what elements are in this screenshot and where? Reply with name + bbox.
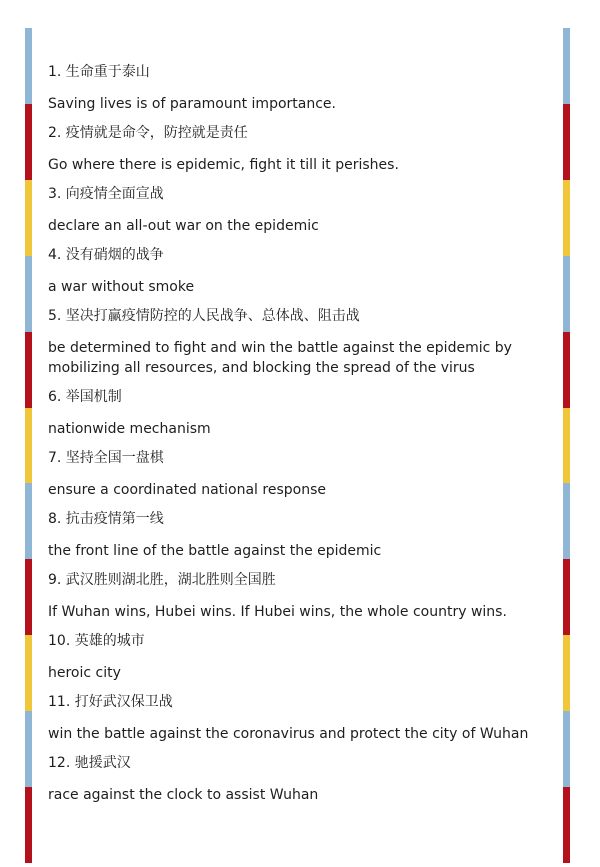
phrase-entry <box>48 62 548 114</box>
english-translation: declare an all-out war on the epidemic <box>48 218 319 234</box>
stripe-segment <box>563 332 570 408</box>
phrase-entry <box>48 631 548 683</box>
phrase-entry <box>48 570 548 622</box>
stripe-segment <box>563 104 570 180</box>
stripe-segment <box>563 180 570 256</box>
stripe-segment <box>563 787 570 863</box>
stripe-segment <box>563 408 570 484</box>
stripe-segment <box>25 256 32 332</box>
stripe-segment <box>563 711 570 787</box>
english-translation: be determined to fight and win the battle against the epidemic by mobilizing all resources, and blocking the spread of the virus <box>48 340 512 376</box>
english-translation: If Wuhan wins, Hubei wins. If Hubei wins, the whole country wins. <box>48 604 507 620</box>
chinese-phrase: 11. 打好武汉保卫战 <box>48 694 173 710</box>
stripe-segment <box>25 332 32 408</box>
stripe-segment <box>25 559 32 635</box>
phrase-entry <box>48 245 548 297</box>
phrase-entry <box>48 509 548 561</box>
stripe-segment <box>25 787 32 863</box>
phrase-list <box>48 62 548 814</box>
english-translation: ensure a coordinated national response <box>48 482 326 498</box>
stripe-segment <box>25 104 32 180</box>
stripe-segment <box>25 483 32 559</box>
chinese-phrase: 7. 坚持全国一盘棋 <box>48 450 164 466</box>
chinese-phrase: 12. 驰援武汉 <box>48 755 131 771</box>
stripe-segment <box>563 635 570 711</box>
right-color-stripe <box>563 28 570 863</box>
stripe-segment <box>25 408 32 484</box>
stripe-segment <box>563 256 570 332</box>
stripe-segment <box>563 559 570 635</box>
english-translation: Saving lives is of paramount importance. <box>48 96 336 112</box>
english-translation: win the battle against the coronavirus and protect the city of Wuhan <box>48 726 529 742</box>
phrase-entry <box>48 184 548 236</box>
stripe-segment <box>25 711 32 787</box>
phrase-entry <box>48 306 548 378</box>
phrase-entry <box>48 753 548 805</box>
stripe-segment <box>25 180 32 256</box>
chinese-phrase: 4. 没有硝烟的战争 <box>48 247 164 263</box>
chinese-phrase: 6. 举国机制 <box>48 389 122 405</box>
left-color-stripe <box>25 28 32 863</box>
stripe-segment <box>25 28 32 104</box>
stripe-segment <box>563 483 570 559</box>
english-translation: the front line of the battle against the epidemic <box>48 543 382 559</box>
english-translation: Go where there is epidemic, fight it till it perishes. <box>48 157 399 173</box>
phrase-entry <box>48 123 548 175</box>
chinese-phrase: 5. 坚决打赢疫情防控的人民战争、总体战、阻击战 <box>48 308 360 324</box>
phrase-entry <box>48 692 548 744</box>
chinese-phrase: 1. 生命重于泰山 <box>48 64 150 80</box>
chinese-phrase: 10. 英雄的城市 <box>48 633 145 649</box>
chinese-phrase: 3. 向疫情全面宣战 <box>48 186 164 202</box>
english-translation: race against the clock to assist Wuhan <box>48 787 319 803</box>
stripe-segment <box>25 635 32 711</box>
english-translation: nationwide mechanism <box>48 421 211 437</box>
english-translation: a war without smoke <box>48 279 195 295</box>
stripe-segment <box>563 28 570 104</box>
english-translation: heroic city <box>48 665 121 681</box>
chinese-phrase: 8. 抗击疫情第一线 <box>48 511 164 527</box>
chinese-phrase: 9. 武汉胜则湖北胜，湖北胜则全国胜 <box>48 572 276 588</box>
chinese-phrase: 2. 疫情就是命令，防控就是责任 <box>48 125 248 141</box>
phrase-entry <box>48 387 548 439</box>
phrase-entry <box>48 448 548 500</box>
